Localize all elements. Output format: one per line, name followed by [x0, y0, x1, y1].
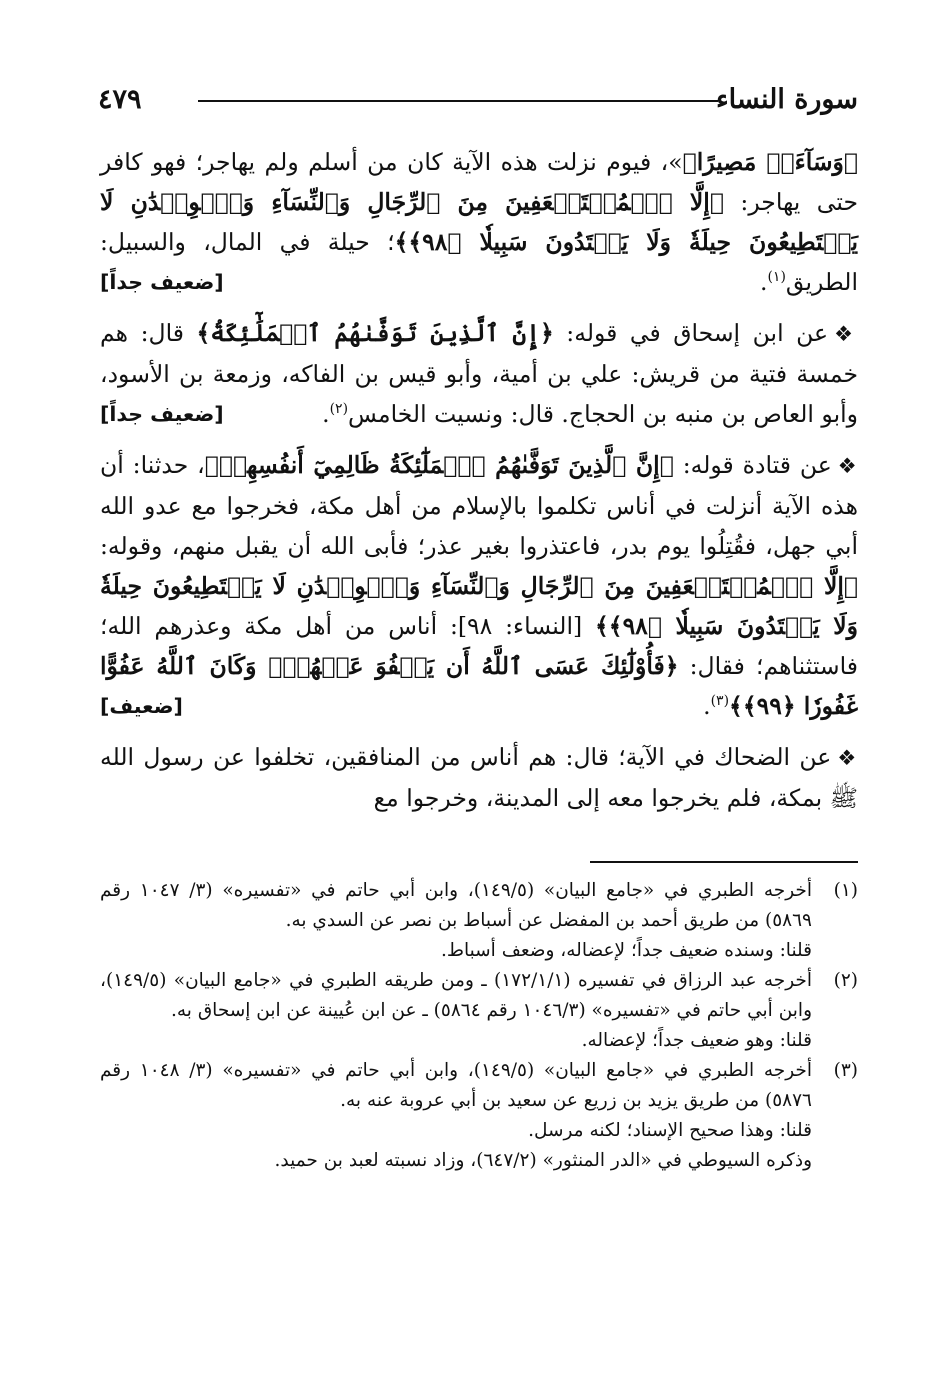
footnote-3: [100, 1056, 858, 1176]
footnotes: [100, 876, 858, 1176]
hadith-grade: [ضعيف جداً]: [100, 402, 224, 426]
paragraph-text: عن قتادة قوله:: [673, 451, 832, 479]
quran-quote: ﴿إِنَّ ٱلَّذِينَ تَوَفَّىٰهُمُ ٱلۡمَلَٰٓئِكَةُ ظَالِمِيٓ أَنفُسِهِمۡ﴾: [204, 451, 674, 479]
footnote-body: [100, 876, 812, 966]
footnote-separator: [590, 861, 858, 863]
bullet-icon: ❖: [837, 746, 858, 770]
page-header: [98, 78, 858, 122]
footnote-number: (٣): [833, 1060, 858, 1081]
quran-quote: ﴿وَسَآءَتۡ مَصِيرًا﴾: [682, 148, 858, 176]
footnote-ref: (٣): [710, 693, 730, 710]
quran-quote: ﴿إِلَّا ٱلۡمُسۡتَضۡعَفِينَ مِنَ ٱلرِّجَالِ وَٱلنِّسَآءِ وَٱلۡوِلۡدَٰنِ لَا يَسۡتَطِيعُونَ حِيلَةٗ وَلَا يَهۡتَدُونَ سَبِيلٗا ﴿٩٨﴾﴾: [100, 188, 858, 256]
footnote-1: [100, 876, 858, 966]
surah-title: سورة النساء: [715, 84, 858, 115]
paragraph-text: عن ابن إسحاق في قوله:: [553, 319, 829, 347]
paragraph-3: [100, 445, 858, 726]
bullet-icon: ❖: [834, 322, 858, 346]
footnote-number: (٢): [833, 970, 858, 991]
paragraph-text: ؛ حيلة في المال، والسبيل: الطريق: [100, 228, 858, 296]
paragraph-text: [النساء: ٩٨]: أناس من أهل مكة وعذرهم الله؛ فاستثناهم؛ فقال:: [100, 612, 858, 680]
sentence-end: .: [759, 268, 768, 296]
hadith-grade: [ضعيف جداً]: [100, 270, 224, 294]
footnote-line: أخرجه عبد الرزاق في تفسيره (١٧٢/١/١) ـ ومن طريقه الطبري في «جامع البيان» (١٤٩/٥)، وابن أبي حاتم في «تفسيره» (١٠٤٦/٣ رقم ٥٨٦٤) ـ عن ابن عُيينة عن ابن إسحاق به.: [100, 970, 812, 1021]
page-number: ٤٧٩: [98, 84, 142, 115]
footnote-line: وذكره السيوطي في «الدر المنثور» (٦٤٧/٢)، وزاد نسبته لعبد بن حميد.: [274, 1150, 812, 1171]
footnote-line: قلنا: وهذا صحيح الإسناد؛ لكنه مرسل.: [528, 1120, 812, 1141]
paragraph-text: عن الضحاك في الآية؛ قال: هم أناس من المنافقين، تخلفوا عن رسول الله ﷺ بمكة، فلم يخرجوا معه إلى المدينة، وخرجوا مع: [100, 743, 858, 812]
hadith-grade: [ضعيف]: [100, 694, 183, 718]
quran-quote: ﴿إِنَّ ٱلَّذِينَ تَوَفَّىٰهُمُ ٱلۡمَلَٰٓئِكَةُ﴾: [196, 319, 554, 347]
footnote-line: أخرجه الطبري في «جامع البيان» (١٤٩/٥)، وابن أبي حاتم في «تفسيره» (٣/ ١٠٤٨ رقم ٥٨٧٦) من طريق يزيد بن زريع عن سعيد بن أبي عروبة عنه به.: [100, 1060, 812, 1111]
footnote-number: (١): [833, 880, 858, 901]
sentence-end: .: [703, 692, 711, 720]
footnote-ref: (٢): [329, 401, 349, 418]
paragraph-text: قال: هم خمسة فتية من قريش: علي بن أمية، وأبو قيس بن الفاكه، وزمعة بن الأسود، وأبو العاص بن منبه بن الحجاج. قال: ونسيت الخامس: [100, 319, 858, 428]
footnote-line: أخرجه الطبري في «جامع البيان» (١٤٩/٥)، وابن أبي حاتم في «تفسيره» (٣/ ١٠٤٧ رقم ٥٨٦٩) من طريق أحمد بن المفضل عن أسباط بن نصر عن السدي به.: [100, 880, 812, 931]
footnote-ref: (١): [767, 269, 786, 286]
sentence-end: .: [322, 400, 330, 428]
footnote-body: [100, 966, 812, 1056]
paragraph-1: [100, 142, 858, 302]
paragraph-text: »، فيوم نزلت هذه الآية كان من أسلم ولم يهاجر؛ فهو كافر حتى يهاجر:: [100, 148, 859, 216]
bullet-icon: ❖: [837, 454, 859, 478]
paragraph-4: [100, 737, 858, 818]
footnote-line: قلنا: وهو ضعيف جداً؛ لإعضاله.: [581, 1030, 812, 1051]
main-text: [100, 142, 858, 818]
paragraph-text: ، حدثنا: أن هذه الآية أنزلت في أناس تكلموا بالإسلام من أهل مكة، فخرجوا مع عدو الله أبي جهل، فقُتِلُوا يوم بدر، فاعتذروا بغير عذر؛ فأبى الله أن يقبل منهم، وقوله:: [100, 451, 858, 560]
footnote-body: [100, 1056, 812, 1176]
footnote-line: قلنا: وسنده ضعيف جداً؛ لإعضاله، وضعف أسباط.: [440, 940, 812, 961]
header-rule: [198, 100, 718, 102]
footnote-2: [100, 966, 858, 1056]
quran-quote: ﴿إِلَّا ٱلۡمُسۡتَضۡعَفِينَ مِنَ ٱلرِّجَالِ وَٱلنِّسَآءِ وَٱلۡوِلۡدَٰنِ لَا يَسۡتَطِيعُونَ حِيلَةٗ وَلَا يَهۡتَدُونَ سَبِيلٗا ﴿٩٨﴾﴾: [100, 572, 858, 640]
paragraph-2: [100, 313, 858, 434]
quran-quote: ﴿فَأُوْلَٰٓئِكَ عَسَى ٱللَّهُ أَن يَعۡفُوَ عَنۡهُمۡۚ وَكَانَ ٱللَّهُ عَفُوًّا غَفُورٗا ﴿٩٩﴾﴾: [100, 652, 858, 720]
